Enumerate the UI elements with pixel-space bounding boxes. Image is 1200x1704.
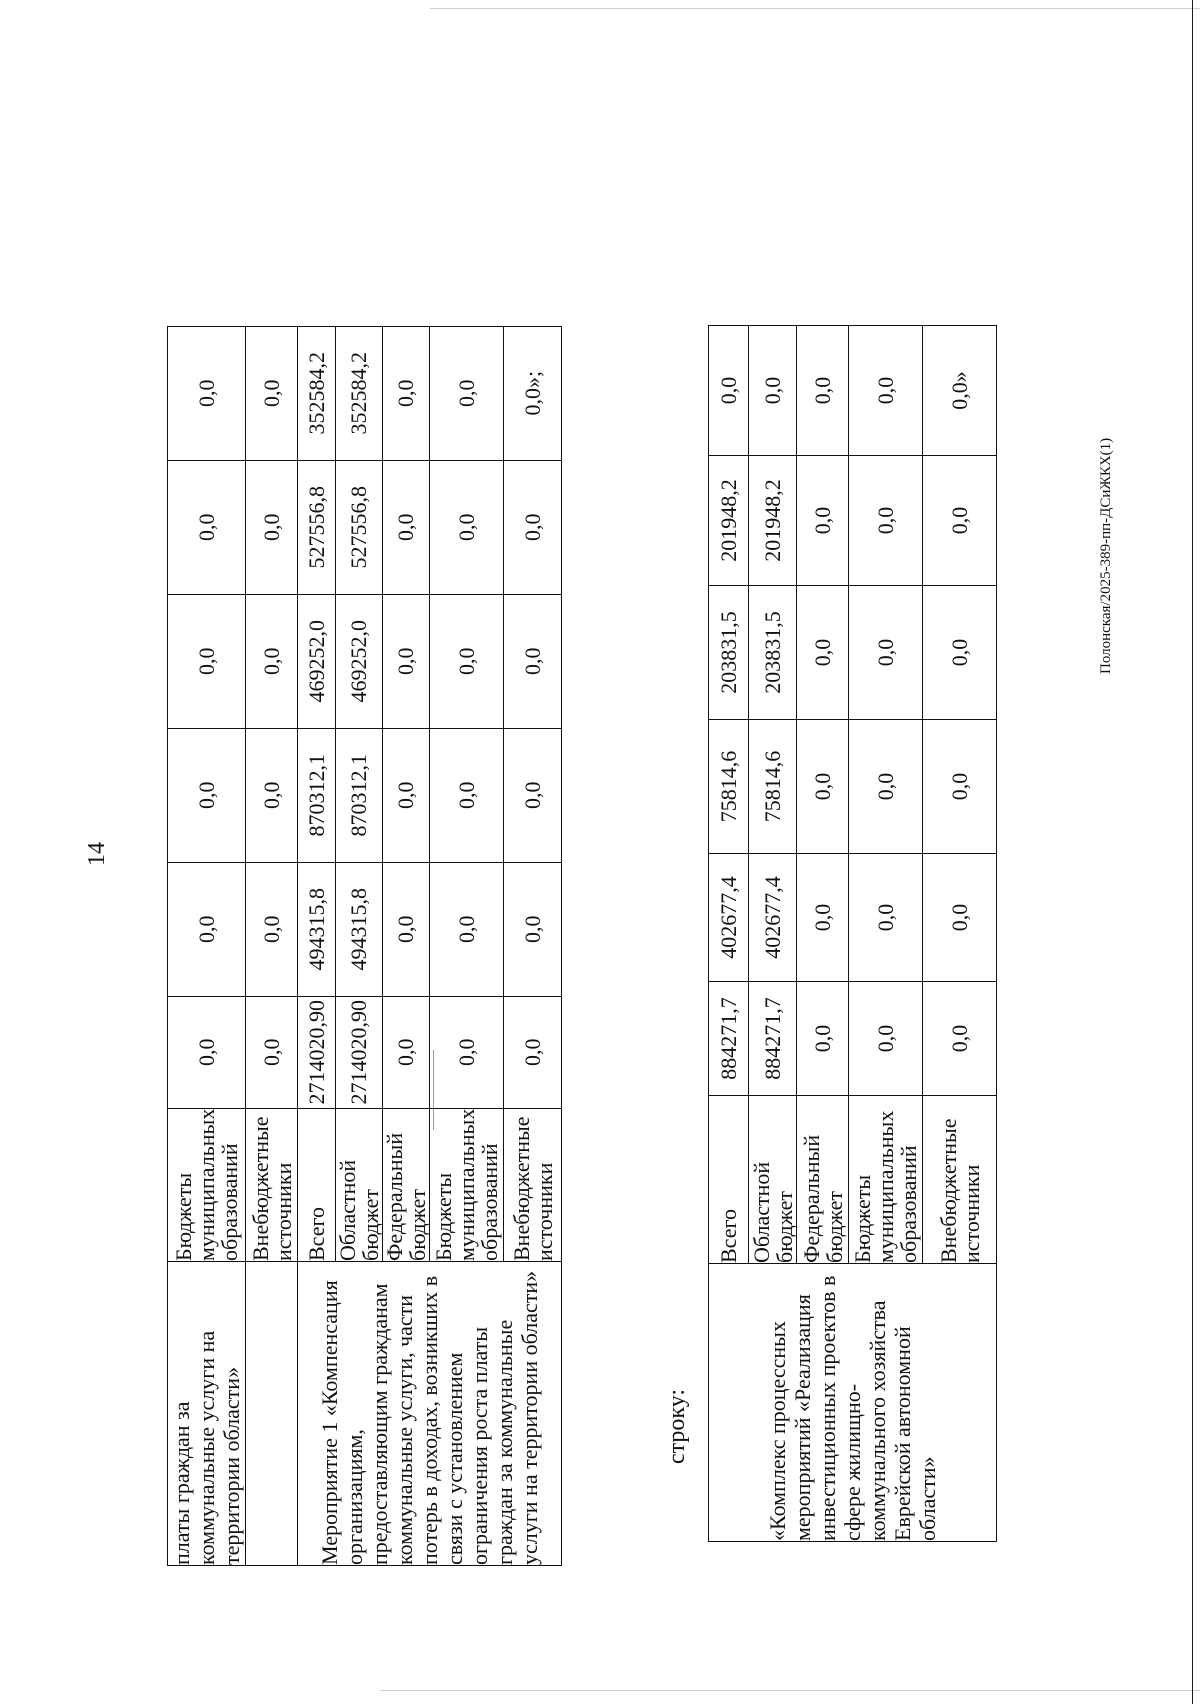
value-cell: 0,0» (923, 326, 997, 456)
funding-source-cell: Бюджеты муниципальных образований (168, 1108, 246, 1261)
value-cell: 0,0 (504, 996, 562, 1108)
value-cell: 0,0 (849, 326, 923, 456)
value-cell: 0,0 (709, 326, 749, 456)
value-cell: 0,0 (797, 982, 849, 1096)
value-cell: 0,0 (383, 996, 430, 1108)
value-cell: 0,0 (430, 460, 504, 594)
value-cell: 0,0 (797, 854, 849, 982)
value-cell: 0,0 (923, 456, 997, 586)
value-cell: 0,0 (849, 720, 923, 854)
value-cell: 0,0 (504, 728, 562, 862)
value-cell: 0,0 (168, 728, 246, 862)
value-cell: 884271,7 (709, 982, 749, 1096)
value-cell: 0,0 (168, 996, 246, 1108)
funding-source-cell: Федеральный бюджет (797, 1096, 849, 1264)
value-cell: 0,0 (168, 862, 246, 996)
value-cell: 494315,8 (336, 862, 383, 996)
value-cell: 0,0 (383, 594, 430, 728)
funding-source-cell: Бюджеты муниципальных образований (431, 1108, 502, 1261)
value-cell: 0,0 (923, 982, 997, 1096)
value-cell: 494315,8 (298, 862, 336, 996)
table-row (709, 326, 749, 1542)
value-cell: 870312,1 (298, 728, 336, 862)
value-cell: 0,0 (168, 326, 246, 460)
value-cell: 0,0 (504, 862, 562, 996)
event-name-cell: платы граждан за коммунальные услуги на территории области» (168, 1262, 246, 1566)
table-row (298, 326, 336, 1565)
value-cell: 0,0 (383, 862, 430, 996)
table-row (246, 326, 298, 1565)
funding-source-cell: Всего (709, 1096, 749, 1264)
value-cell: 0,0 (430, 728, 504, 862)
budget-table-new-row (708, 325, 997, 1542)
row-intro-label: строку: (664, 1388, 690, 1464)
funding-source-cell: Внебюджетные источники (923, 1096, 997, 1264)
value-cell: 0,0 (797, 720, 849, 854)
event-name-cell: Мероприятие 1 «Компенсация организациям, предоставляющим гражданам коммунальные услуги, части потерь в доходах, возникших в связи с установлением ограничения роста платы граждан за коммунальные услуги на территории области» (298, 1262, 562, 1566)
value-cell: 0,0»; (504, 326, 562, 460)
value-cell: 527556,8 (298, 460, 336, 594)
value-cell: 0,0 (246, 862, 298, 996)
value-cell: 0,0 (849, 586, 923, 720)
event-name-cell (246, 1262, 298, 1566)
value-cell: 0,0 (246, 326, 298, 460)
value-cell: 0,0 (797, 586, 849, 720)
funding-source-cell: Всего (298, 1108, 336, 1261)
value-cell: 0,0 (246, 728, 298, 862)
funding-source-cell: Внебюджетные источники (504, 1108, 562, 1261)
value-cell: 0,0 (849, 982, 923, 1096)
value-cell: 0,0 (504, 460, 562, 594)
value-cell: 0,0 (246, 594, 298, 728)
funding-source-cell: Бюджеты муниципальных образований (849, 1096, 923, 1264)
value-cell: 0,0 (923, 586, 997, 720)
value-cell: 402677,4 (749, 854, 797, 982)
value-cell: 75814,6 (709, 720, 749, 854)
value-cell: 469252,0 (336, 594, 383, 728)
funding-source-cell: Областной бюджет (336, 1108, 383, 1261)
complex-name-cell: «Комплекс процессных мероприятий «Реализация инвестиционных проектов в сфере жилищно-коммунального хозяйства Еврейской автономной области» (709, 1264, 997, 1542)
value-cell: 402677,4 (709, 854, 749, 982)
funding-source-cell: Внебюджетные источники (246, 1108, 298, 1261)
value-cell: 0,0 (923, 720, 997, 854)
value-cell: 0,0 (749, 326, 797, 456)
value-cell: 203831,5 (709, 586, 749, 720)
value-cell: 0,0 (923, 854, 997, 982)
value-cell: 469252,0 (298, 594, 336, 728)
value-cell: 0,0 (797, 456, 849, 586)
value-cell: 203831,5 (749, 586, 797, 720)
value-cell: 0,0 (797, 326, 849, 456)
value-cell: 0,0 (383, 326, 430, 460)
value-cell: 0,0 (504, 594, 562, 728)
value-cell: 0,0 (430, 326, 504, 460)
value-cell: 0,0 (383, 728, 430, 862)
funding-source-cell: Федеральный бюджет (383, 1108, 430, 1261)
value-cell: 0,0 (246, 460, 298, 594)
value-cell: 0,0 (849, 854, 923, 982)
value-cell: 527556,8 (336, 460, 383, 594)
value-cell: 75814,6 (749, 720, 797, 854)
value-cell: 201948,2 (709, 456, 749, 586)
value-cell: 2714020,90 (298, 996, 336, 1108)
value-cell: 870312,1 (336, 728, 383, 862)
value-cell: 884271,7 (749, 982, 797, 1096)
value-cell: 201948,2 (749, 456, 797, 586)
value-cell: 0,0 (430, 594, 504, 728)
value-cell: 0,0 (849, 456, 923, 586)
value-cell: 2714020,90 (336, 996, 383, 1108)
value-cell: 0,0 (383, 460, 430, 594)
budget-table-continued (167, 326, 562, 1566)
page-number: 14 (84, 842, 110, 866)
table-row (168, 326, 246, 1565)
value-cell: 0,0 (168, 460, 246, 594)
value-cell: 0,0 (246, 996, 298, 1108)
value-cell: 0,0 (430, 996, 504, 1108)
document-code: Полонская/2025-389-пп-ДСиЖКХ(1) (1098, 437, 1114, 674)
value-cell: 0,0 (168, 594, 246, 728)
value-cell: 352584,2 (298, 326, 336, 460)
funding-source-cell: Областной бюджет (749, 1096, 797, 1264)
value-cell: 352584,2 (336, 326, 383, 460)
value-cell: 0,0 (430, 862, 504, 996)
